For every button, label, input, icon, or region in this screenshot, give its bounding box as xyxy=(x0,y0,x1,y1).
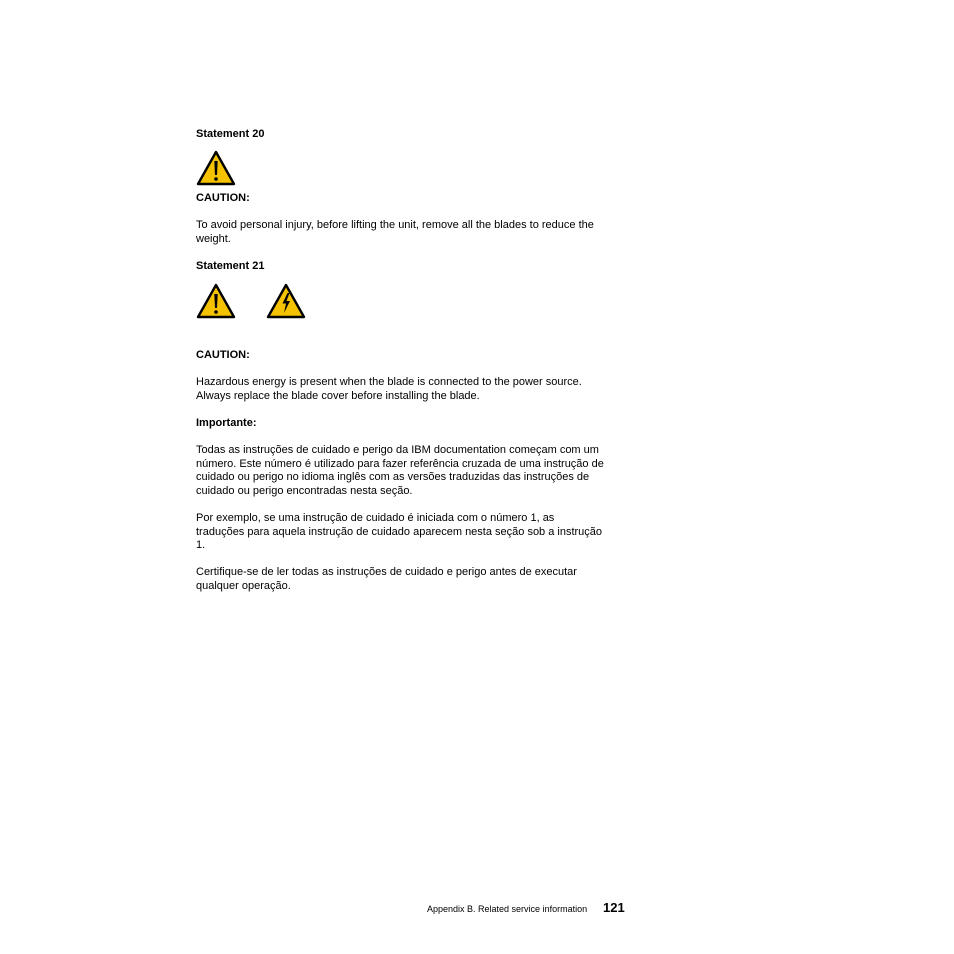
warning-triangle-icon xyxy=(196,283,236,319)
statement-21-heading: Statement 21 xyxy=(196,260,265,272)
warning-triangle-icon xyxy=(196,150,236,186)
statement-20-caution-label: CAUTION: xyxy=(196,192,250,204)
text-line: To avoid personal injury, before lifting the unit, remove all the blades to reduce the xyxy=(196,219,594,231)
text-line: Certifique-se de ler todas as instruções de cuidado e perigo antes de executar xyxy=(196,566,577,578)
text-line: Always replace the blade cover before installing the blade. xyxy=(196,389,480,402)
importante-paragraph-1 xyxy=(196,444,628,498)
text-line: qualquer operação. xyxy=(196,579,291,592)
text-line: cuidado ou perigo encontradas nesta seção. xyxy=(196,484,413,497)
page-number: 121 xyxy=(603,900,625,915)
importante-paragraph-2 xyxy=(196,512,628,553)
importante-heading: Importante: xyxy=(196,417,257,429)
text-line: Hazardous energy is present when the blade is connected to the power source. xyxy=(196,376,582,388)
text-line: Por exemplo, se uma instrução de cuidado é iniciada com o número 1, as xyxy=(196,512,555,524)
text-line: número. Este número é utilizado para fazer referência cruzada de uma instrução de xyxy=(196,457,604,470)
statement-20-text xyxy=(196,219,628,246)
statement-20-heading: Statement 20 xyxy=(196,128,265,140)
statement-21-caution-label: CAUTION: xyxy=(196,349,250,361)
footer-section-label: Appendix B. Related service information xyxy=(427,904,588,914)
text-line: 1. xyxy=(196,539,206,551)
text-line: Todas as instruções de cuidado e perigo da IBM documentation começam com um xyxy=(196,444,599,456)
text-line: weight. xyxy=(196,232,231,245)
text-line: traduções para aquela instrução de cuidado aparecem nesta seção sob a instrução xyxy=(196,525,603,538)
importante-paragraph-3 xyxy=(196,566,628,593)
text-line: cuidado ou perigo no idioma inglês com as versões traduzidas das instruções de xyxy=(196,471,590,483)
statement-21-text xyxy=(196,376,628,403)
electrical-hazard-icon xyxy=(266,283,306,319)
